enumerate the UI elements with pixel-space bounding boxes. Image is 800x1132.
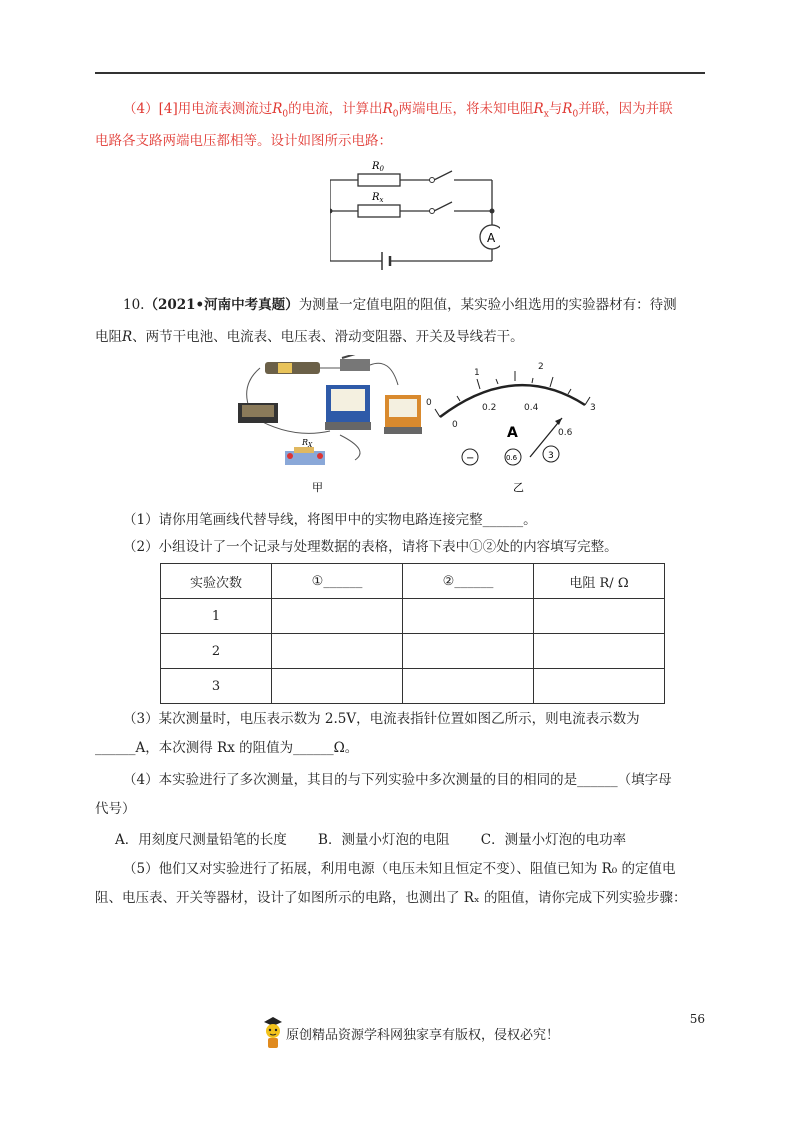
answer-4-line2: 电路各支路两端电压都相等。设计如图所示电路： [95, 133, 392, 149]
table-cell[interactable] [272, 669, 403, 704]
table-cell[interactable] [534, 669, 665, 704]
table-cell[interactable] [534, 599, 665, 634]
scale-top-0: 0 [426, 398, 432, 408]
table-row [161, 669, 665, 704]
table-cell[interactable] [403, 599, 534, 634]
scale-bottom-3: 0.6 [558, 428, 573, 438]
rx-resistor [358, 205, 400, 217]
table-cell[interactable] [534, 634, 665, 669]
scale-top-1: 1 [474, 368, 480, 378]
answer-4-line1: （4）[4]用电流表测流过$R_0$的电流，计算出$R_0$两端电压，将未知电阻$R_x$与$R_0$并联，因为并联 [123, 101, 673, 120]
battery-pack [265, 362, 320, 374]
caption-jia: 甲 [312, 481, 323, 494]
subquestion-4-line1: （4）本实验进行了多次测量，其目的与下列实验中多次测量的目的相同的是______（填字母 [123, 772, 672, 788]
svg-text:0.6: 0.6 [506, 454, 518, 462]
r0-label: $R_0$ [372, 161, 384, 173]
data-table [160, 563, 665, 704]
table-header-cell: ②______ [403, 564, 534, 599]
table-row [161, 599, 665, 634]
subquestion-1: （1）请你用笔画线代替导线，将图甲中的实物电路连接完整______。 [123, 512, 537, 528]
subquestion-2: （2）小组设计了一个记录与处理数据的表格，请将下表中①②处的内容填写完整。 [123, 539, 618, 555]
caption-yi: 乙 [513, 481, 524, 494]
table-row [161, 634, 665, 669]
copyright-footer: 原创精品资源学科网独家享有版权，侵权必究！ [286, 1028, 560, 1043]
question-10-line1: 10.（2021•河南中考真题）为测量一定值电阻的阻值，某实验小组选用的实验器材有：待测 [123, 297, 677, 313]
scale-bottom-1: 0.2 [482, 403, 497, 413]
switch [340, 359, 370, 371]
subquestion-4-options: A．用刻度尺测量铅笔的长度 B．测量小灯泡的电阻 C．测量小灯泡的电功率 [115, 832, 627, 848]
table-cell[interactable] [403, 634, 534, 669]
subquestion-3-line1: （3）某次测量时，电压表示数为 2.5V，电流表指针位置如图乙所示，则电流表示数为 [123, 711, 640, 727]
rx-label: $R_x$ [372, 192, 384, 204]
table-header-row [161, 564, 665, 599]
parallel-circuit-diagram [330, 158, 500, 270]
table-cell: 3 [161, 669, 272, 704]
subquestion-4-line2: 代号） [95, 801, 136, 817]
question-10-line2: 电阻R、两节干电池、电流表、电压表、滑动变阻器、开关及导线若干。 [95, 329, 524, 345]
subquestion-5-line1: （5）他们又对实验进行了拓展，利用电源（电压未知且恒定不变）、阻值已知为 R₀ 的定值电 [123, 861, 676, 877]
table-header-cell: ①______ [272, 564, 403, 599]
svg-text:3: 3 [548, 451, 554, 461]
experiment-figures [230, 355, 600, 505]
mascot-icon [262, 1015, 284, 1051]
apparatus-figure [238, 355, 422, 465]
scale-bottom-2: 0.4 [524, 403, 539, 413]
scale-top-2: 2 [538, 362, 544, 372]
table-cell: 1 [161, 599, 272, 634]
dial-arc [440, 385, 585, 417]
page-number: 56 [689, 1012, 705, 1026]
scale-top-3: 3 [590, 403, 596, 413]
subquestion-3-line2: ______A，本次测得 Rx 的阻值为______Ω。 [95, 740, 359, 756]
apparatus-rx-label: $R_X$ [302, 438, 313, 449]
table-cell: 2 [161, 634, 272, 669]
table-header-cell: 电阻 R/ Ω [534, 564, 665, 599]
dial-unit-label: A [507, 425, 518, 441]
scale-bottom-0: 0 [452, 420, 458, 430]
table-cell[interactable] [272, 599, 403, 634]
header-rule [95, 72, 705, 74]
ammeter-label: A [487, 231, 496, 245]
subquestion-5-line2: 阻、电压表、开关等器材，设计了如图所示的电路，也测出了 Rₓ 的阻值，请你完成下列实验步骤： [95, 890, 687, 906]
r0-resistor [358, 174, 400, 186]
table-cell[interactable] [272, 634, 403, 669]
ammeter-dial-figure [426, 362, 596, 465]
table-cell[interactable] [403, 669, 534, 704]
svg-text:−: − [466, 453, 475, 464]
table-header-cell: 实验次数 [161, 564, 272, 599]
